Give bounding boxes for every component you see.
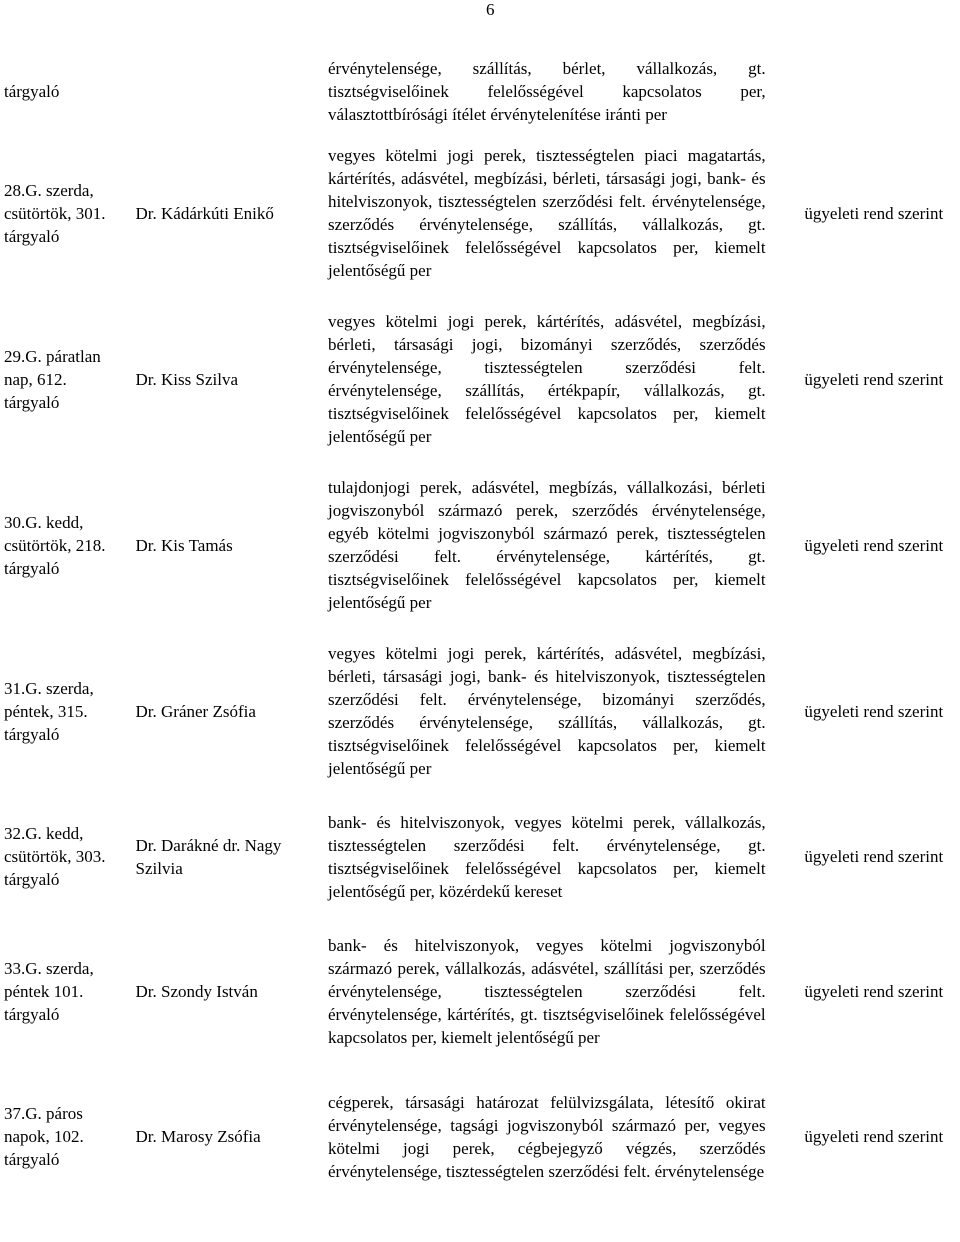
judge-cell: Dr. Marosy Zsófia xyxy=(124,1068,320,1213)
cases-cell: vegyes kötelmi jogi perek, tisztességtelen piaci magatartás, kártérítés, adásvétel, megbízási, bérleti, társasági jogi, bank- és hitelviszonyok, tisztességtelen szerződési felt. érvénytelensége, szerződés érvénytelensége, szállítás, vállalkozás, gt. tisztségviselőinek felelősségével kapcsolatos per, kiemelt jelentőségű per xyxy=(320,134,770,300)
table-row xyxy=(0,923,960,1068)
time-cell: ügyeleti rend szerint xyxy=(770,1068,960,1213)
table-row xyxy=(0,57,960,134)
room-cell: 32.G. kedd, csütörtök, 303. tárgyaló xyxy=(0,798,124,923)
room-cell: 30.G. kedd, csütörtök, 218. tárgyaló xyxy=(0,466,124,632)
cases-cell: vegyes kötelmi jogi perek, kártérítés, adásvétel, megbízási, bérleti, társasági jogi, bank- és hitelviszonyok, tisztességtelen szerződési felt. érvénytelensége, bizományi szerződés, szerződés érvénytelensége, szállítás, vállalkozás, gt. tisztségviselőinek felelősségével kapcsolatos per, kiemelt jelentőségű per xyxy=(320,632,770,798)
table-row xyxy=(0,134,960,300)
cases-cell: bank- és hitelviszonyok, vegyes kötelmi perek, vállalkozás, tisztességtelen szerződési felt. érvénytelensége, gt. tisztségviselőinek felelősségével kapcsolatos per, kiemelt jelentőségű per, közérdekű kereset xyxy=(320,798,770,923)
cases-cell: tulajdonjogi perek, adásvétel, megbízás, vállalkozási, bérleti jogviszonyból származó perek, szerződés érvénytelensége, egyéb kötelmi jogviszonyból származó perek, tisztességtelen szerződési felt. érvénytelensége, kártérítés, gt. tisztségviselőinek felelősségével kapcsolatos per, kiemelt jelentőségű per xyxy=(320,466,770,632)
judge-cell xyxy=(124,57,320,134)
judge-cell: Dr. Kádárkúti Enikő xyxy=(124,134,320,300)
page-number: 6 xyxy=(486,0,495,19)
time-cell: ügyeleti rend szerint xyxy=(770,134,960,300)
cases-cell: vegyes kötelmi jogi perek, kártérítés, adásvétel, megbízási, bérleti, társasági jogi, bizományi szerződés, szerződés érvénytelensége, tisztességtelen szerződési felt. érvénytelensége, szállítás, értékpapír, vállalkozás, gt. tisztségviselőinek felelősségével kapcsolatos per, kiemelt jelentőségű per xyxy=(320,300,770,466)
judge-cell: Dr. Darákné dr. Nagy Szilvia xyxy=(124,798,320,923)
time-cell: ügyeleti rend szerint xyxy=(770,632,960,798)
schedule-table xyxy=(0,57,960,1213)
room-cell: 29.G. páratlan nap, 612. tárgyaló xyxy=(0,300,124,466)
time-cell: ügyeleti rend szerint xyxy=(770,798,960,923)
room-cell: 37.G. páros napok, 102. tárgyaló xyxy=(0,1068,124,1213)
room-cell: 33.G. szerda, péntek 101. tárgyaló xyxy=(0,923,124,1068)
room-cell: tárgyaló xyxy=(0,57,124,134)
time-cell: ügyeleti rend szerint xyxy=(770,923,960,1068)
table-row xyxy=(0,632,960,798)
cases-cell: érvénytelensége, szállítás, bérlet, vállalkozás, gt. tisztségviselőinek felelősségével kapcsolatos per, választottbírósági ítélet érvénytelenítése iránti per xyxy=(320,57,770,134)
room-cell: 28.G. szerda, csütörtök, 301. tárgyaló xyxy=(0,134,124,300)
cases-cell: cégperek, társasági határozat felülvizsgálata, létesítő okirat érvénytelensége, tagsági jogviszonyból származó per, vegyes kötelmi jogi perek, cégbejegyző végzés, szerződés érvénytelensége, tisztességtelen szerződési felt. érvénytelensége xyxy=(320,1068,770,1213)
judge-cell: Dr. Kis Tamás xyxy=(124,466,320,632)
cases-cell: bank- és hitelviszonyok, vegyes kötelmi jogviszonyból származó perek, vállalkozás, adásvétel, szállítási per, szerződés érvénytelensége, tisztességtelen szerződési felt. érvénytelensége, kártérítés, gt. tisztségviselőinek felelősségével kapcsolatos per, kiemelt jelentőségű per xyxy=(320,923,770,1068)
room-cell: 31.G. szerda, péntek, 315. tárgyaló xyxy=(0,632,124,798)
judge-cell: Dr. Szondy István xyxy=(124,923,320,1068)
judge-cell: Dr. Kiss Szilva xyxy=(124,300,320,466)
table-row xyxy=(0,1068,960,1213)
time-cell xyxy=(770,57,960,134)
table-row xyxy=(0,466,960,632)
time-cell: ügyeleti rend szerint xyxy=(770,466,960,632)
table-row xyxy=(0,798,960,923)
table-row xyxy=(0,300,960,466)
time-cell: ügyeleti rend szerint xyxy=(770,300,960,466)
judge-cell: Dr. Gráner Zsófia xyxy=(124,632,320,798)
